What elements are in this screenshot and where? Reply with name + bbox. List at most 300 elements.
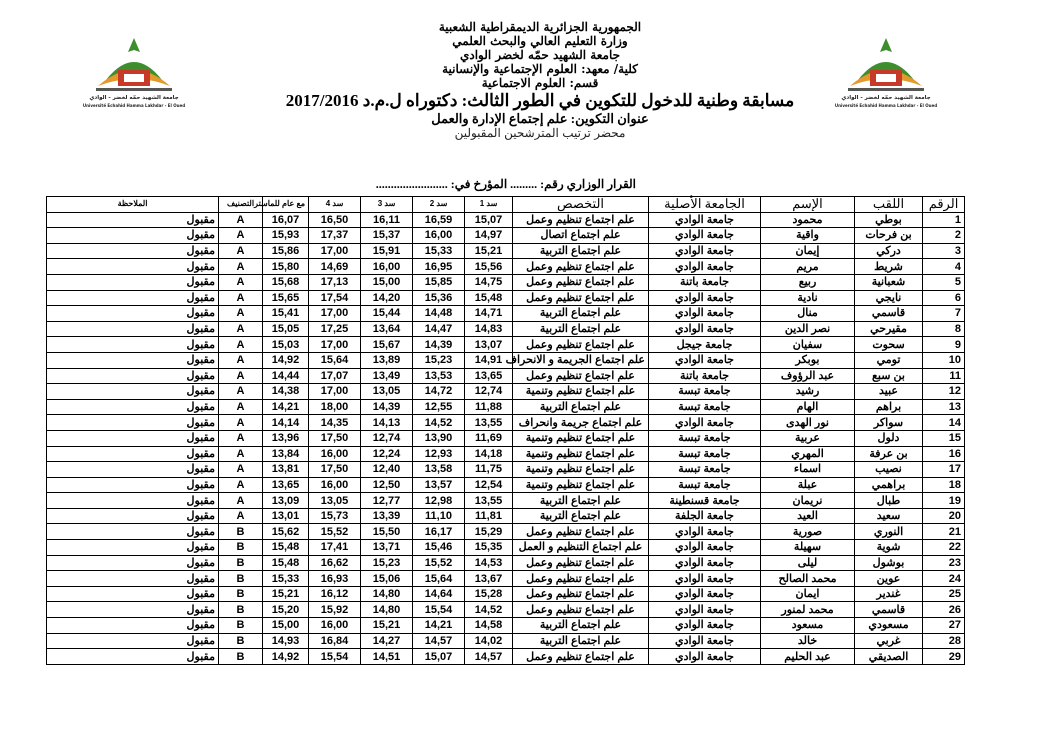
cell-master-average: 13,84 [263,446,309,462]
cell-surname: نصيب [855,462,923,478]
cell-master-average: 15,48 [263,540,309,556]
cell-specialty: علم اجتماع تنظيم وعمل [513,555,649,571]
cell-s3: 12,77 [361,493,413,509]
cell-classification: B [219,602,263,618]
cell-surname: بن عرفة [855,446,923,462]
col-header-first-name: الإسم [761,197,855,213]
cell-s1: 12,54 [465,477,513,493]
table-row [47,430,965,446]
cell-s4: 16,50 [309,212,361,228]
cell-s4: 16,62 [309,555,361,571]
cell-classification: A [219,399,263,415]
cell-first-name: عربية [761,430,855,446]
table-row [47,586,965,602]
cell-note: مقبول [47,306,219,322]
cell-first-name: العيد [761,508,855,524]
cell-surname: قاسمي [855,306,923,322]
cell-s3: 14,27 [361,633,413,649]
cell-s3: 13,89 [361,352,413,368]
cell-s1: 14,02 [465,633,513,649]
cell-number: 3 [923,243,965,259]
cell-university: جامعة تبسة [649,477,761,493]
cell-s3: 12,24 [361,446,413,462]
cell-university: جامعة الوادي [649,352,761,368]
table-row [47,290,965,306]
cell-s1: 11,75 [465,462,513,478]
contest-title: مسابقة وطنية للدخول للتكوين في الطور الثالث: دكتوراه ل.م.د 2017/2016 [285,91,795,110]
col-header-s1: سد 1 [465,197,513,213]
cell-note: مقبول [47,602,219,618]
cell-specialty: علم اجتماع تنظيم وعمل [513,602,649,618]
cell-s4: 17,50 [309,430,361,446]
cell-number: 22 [923,540,965,556]
cell-number: 7 [923,306,965,322]
cell-university: جامعة تبسة [649,399,761,415]
cell-s2: 12,98 [413,493,465,509]
cell-specialty: علم اجتماع التربية [513,321,649,337]
cell-surname: عبيد [855,384,923,400]
cell-university: جامعة الوادي [649,633,761,649]
cell-s2: 12,93 [413,446,465,462]
cell-first-name: عبد الحليم [761,649,855,665]
cell-number: 16 [923,446,965,462]
cell-university: جامعة الوادي [649,212,761,228]
table-row [47,602,965,618]
cell-s4: 17,00 [309,384,361,400]
cell-specialty: علم اجتماع تنظيم وتنمية [513,430,649,446]
cell-s3: 13,39 [361,508,413,524]
cell-s3: 13,49 [361,368,413,384]
table-row [47,446,965,462]
table-row [47,493,965,509]
cell-note: مقبول [47,462,219,478]
cell-number: 4 [923,259,965,275]
cell-s2: 13,90 [413,430,465,446]
cell-number: 29 [923,649,965,665]
cell-s2: 14,47 [413,321,465,337]
cell-surname: غندير [855,586,923,602]
table-header-row [47,197,965,213]
table-row [47,571,965,587]
cell-master-average: 13,65 [263,477,309,493]
cell-s1: 14,97 [465,228,513,244]
cell-master-average: 15,41 [263,306,309,322]
cell-surname: دركي [855,243,923,259]
cell-s2: 15,85 [413,274,465,290]
cell-surname: غربي [855,633,923,649]
cell-s1: 13,67 [465,571,513,587]
cell-s1: 15,56 [465,259,513,275]
cell-s4: 16,84 [309,633,361,649]
cell-surname: براهمي [855,477,923,493]
cell-note: مقبول [47,352,219,368]
cell-surname: دلول [855,430,923,446]
cell-s4: 17,00 [309,243,361,259]
cell-s3: 15,00 [361,274,413,290]
cell-number: 15 [923,430,965,446]
university-logo-left [82,30,186,110]
cell-number: 19 [923,493,965,509]
cell-note: مقبول [47,228,219,244]
cell-surname: سحوت [855,337,923,353]
cell-specialty: علم اجتماع تنظيم وعمل [513,337,649,353]
cell-university: جامعة الوادي [649,586,761,602]
ministry-line: وزارة التعليم العالي والبحث العلمي [452,34,628,48]
cell-note: مقبول [47,446,219,462]
cell-university: جامعة الوادي [649,228,761,244]
table-row [47,306,965,322]
cell-note: مقبول [47,415,219,431]
cell-first-name: اسماء [761,462,855,478]
cell-first-name: نور الهدى [761,415,855,431]
cell-s3: 12,50 [361,477,413,493]
cell-s2: 14,48 [413,306,465,322]
cell-classification: A [219,243,263,259]
cell-university: جامعة الوادي [649,290,761,306]
cell-first-name: المهري [761,446,855,462]
cell-note: مقبول [47,571,219,587]
cell-note: مقبول [47,212,219,228]
cell-s1: 13,65 [465,368,513,384]
cell-master-average: 15,00 [263,618,309,634]
cell-surname: سعيد [855,508,923,524]
cell-master-average: 15,03 [263,337,309,353]
cell-master-average: 15,68 [263,274,309,290]
cell-classification: A [219,228,263,244]
training-title: عنوان التكوين: علم إجتماع الإدارة والعمل [431,111,649,126]
cell-s3: 14,39 [361,399,413,415]
cell-classification: A [219,462,263,478]
minutes-caption: محضر ترتيب المترشحين المقبولين [454,126,626,140]
cell-master-average: 15,86 [263,243,309,259]
table-row [47,649,965,665]
logo-text-fr: Université Echahid Hamma Lakhdar - El Oued [834,103,938,108]
cell-specialty: علم اجتماع تنظيم وتنمية [513,446,649,462]
cell-master-average: 14,44 [263,368,309,384]
cell-number: 10 [923,352,965,368]
cell-s1: 14,83 [465,321,513,337]
cell-s2: 15,36 [413,290,465,306]
cell-university: جامعة الوادي [649,321,761,337]
cell-first-name: سهيلة [761,540,855,556]
cell-s1: 14,91 [465,352,513,368]
cell-first-name: منال [761,306,855,322]
cell-s4: 16,00 [309,618,361,634]
col-header-surname: اللقب [855,197,923,213]
cell-specialty: علم اجتماع التربية [513,399,649,415]
col-header-s3: سد 3 [361,197,413,213]
cell-number: 13 [923,399,965,415]
cell-specialty: علم اجتماع تنظيم وعمل [513,649,649,665]
cell-surname: تومي [855,352,923,368]
cell-master-average: 15,05 [263,321,309,337]
university-line: جامعة الشهيد حمّه لخضر الوادي [459,48,621,62]
cell-surname: النوري [855,524,923,540]
cell-s3: 13,71 [361,540,413,556]
cell-master-average: 13,96 [263,430,309,446]
cell-classification: A [219,446,263,462]
cell-s4: 17,50 [309,462,361,478]
cell-master-average: 15,48 [263,555,309,571]
cell-university: جامعة الوادي [649,555,761,571]
cell-classification: A [219,212,263,228]
cell-specialty: علم اجتماع جريمة وانحراف [513,415,649,431]
cell-note: مقبول [47,493,219,509]
cell-note: مقبول [47,368,219,384]
cell-s2: 15,46 [413,540,465,556]
cell-s4: 18,00 [309,399,361,415]
cell-s2: 12,55 [413,399,465,415]
table-row [47,477,965,493]
cell-s3: 15,67 [361,337,413,353]
cell-university: جامعة الوادي [649,524,761,540]
cell-classification: A [219,368,263,384]
cell-s4: 14,35 [309,415,361,431]
cell-number: 17 [923,462,965,478]
cell-number: 14 [923,415,965,431]
cell-specialty: علم اجتماع الجريمة و الانحراف [513,352,649,368]
cell-note: مقبول [47,290,219,306]
cell-surname: سواكر [855,415,923,431]
cell-surname: عوين [855,571,923,587]
cell-s1: 14,75 [465,274,513,290]
cell-s2: 14,39 [413,337,465,353]
cell-s4: 17,25 [309,321,361,337]
cell-specialty: علم اجتماع تنظيم وعمل [513,212,649,228]
cell-first-name: سفيان [761,337,855,353]
table-row [47,259,965,275]
cell-classification: A [219,290,263,306]
cell-university: جامعة تبسة [649,430,761,446]
cell-first-name: مريم [761,259,855,275]
cell-surname: قاسمي [855,602,923,618]
cell-university: جامعة الوادي [649,649,761,665]
cell-s4: 15,64 [309,352,361,368]
cell-note: مقبول [47,477,219,493]
cell-specialty: علم اجتماع تنظيم وعمل [513,524,649,540]
cell-note: مقبول [47,540,219,556]
cell-first-name: ربيع [761,274,855,290]
cell-number: 24 [923,571,965,587]
cell-master-average: 15,80 [263,259,309,275]
cell-s4: 15,73 [309,508,361,524]
cell-s1: 11,69 [465,430,513,446]
cell-university: جامعة قسنطينة [649,493,761,509]
cell-s2: 14,21 [413,618,465,634]
cell-classification: B [219,524,263,540]
cell-specialty: علم اجتماع تنظيم وتنمية [513,462,649,478]
logo-text-fr: Université Echahid Hamma Lakhdar - El Oued [82,103,186,108]
cell-classification: A [219,274,263,290]
cell-first-name: ليلى [761,555,855,571]
cell-specialty: علم اجتماع تنظيم وتنمية [513,384,649,400]
table-row [47,321,965,337]
cell-first-name: نادية [761,290,855,306]
cell-number: 5 [923,274,965,290]
cell-s3: 15,23 [361,555,413,571]
cell-university: جامعة باتنة [649,274,761,290]
cell-s3: 14,80 [361,602,413,618]
table-row [47,384,965,400]
cell-university: جامعة جيجل [649,337,761,353]
cell-surname: الصديقي [855,649,923,665]
cell-specialty: علم اجتماع تنظيم وعمل [513,571,649,587]
cell-surname: بوطي [855,212,923,228]
cell-first-name: نريمان [761,493,855,509]
cell-s2: 14,72 [413,384,465,400]
cell-number: 27 [923,618,965,634]
cell-master-average: 14,38 [263,384,309,400]
cell-s1: 14,58 [465,618,513,634]
cell-s2: 14,57 [413,633,465,649]
cell-university: جامعة الجلفة [649,508,761,524]
col-header-number: الرقم [923,197,965,213]
cell-s1: 14,52 [465,602,513,618]
cell-university: جامعة تبسة [649,462,761,478]
cell-university: جامعة تبسة [649,384,761,400]
cell-number: 18 [923,477,965,493]
cell-specialty: علم اجتماع تنظيم وعمل [513,274,649,290]
cell-note: مقبول [47,243,219,259]
table-row [47,555,965,571]
cell-s3: 15,44 [361,306,413,322]
cell-master-average: 14,92 [263,649,309,665]
col-header-classification: التصنيف [219,197,263,213]
cell-s2: 14,52 [413,415,465,431]
cell-specialty: علم اجتماع التنظيم و العمل [513,540,649,556]
cell-number: 11 [923,368,965,384]
cell-master-average: 15,21 [263,586,309,602]
cell-surname: شوية [855,540,923,556]
document-header [260,20,820,141]
cell-surname: بوشول [855,555,923,571]
cell-first-name: محمد لمنور [761,602,855,618]
table-row [47,368,965,384]
cell-master-average: 15,93 [263,228,309,244]
cell-specialty: علم اجتماع تنظيم وعمل [513,259,649,275]
table-row [47,243,965,259]
table-row [47,462,965,478]
table-row [47,352,965,368]
table-row [47,274,965,290]
cell-s2: 11,10 [413,508,465,524]
cell-s4: 17,41 [309,540,361,556]
cell-s1: 15,29 [465,524,513,540]
table-row [47,618,965,634]
col-header-specialty: التخصص [513,197,649,213]
col-header-s2: سد 2 [413,197,465,213]
table-row [47,399,965,415]
logo-text-ar: جامعة الشهيد حمّه لخضر - الوادي [841,95,931,101]
cell-classification: A [219,384,263,400]
cell-specialty: علم اجتماع التربية [513,306,649,322]
cell-note: مقبول [47,321,219,337]
cell-s1: 14,57 [465,649,513,665]
cell-note: مقبول [47,633,219,649]
cell-s1: 13,55 [465,493,513,509]
cell-number: 2 [923,228,965,244]
decree-line: القرار الوزاري رقم: ......... المؤرخ في: ........................ [375,177,636,191]
republic-line: الجمهورية الجزائرية الديمقراطية الشعبية [438,20,642,34]
cell-master-average: 13,81 [263,462,309,478]
table-row [47,524,965,540]
cell-classification: A [219,477,263,493]
cell-note: مقبول [47,618,219,634]
table-row [47,633,965,649]
results-table [46,196,965,665]
cell-s1: 15,07 [465,212,513,228]
cell-classification: A [219,415,263,431]
cell-s3: 13,64 [361,321,413,337]
cell-specialty: علم اجتماع التربية [513,243,649,259]
cell-s3: 14,13 [361,415,413,431]
cell-s1: 15,48 [465,290,513,306]
cell-first-name: رشيد [761,384,855,400]
cell-s4: 15,92 [309,602,361,618]
cell-surname: نايجي [855,290,923,306]
cell-s3: 12,74 [361,430,413,446]
table-row [47,508,965,524]
cell-classification: A [219,337,263,353]
cell-university: جامعة الوادي [649,306,761,322]
cell-first-name: ايمان [761,586,855,602]
cell-number: 6 [923,290,965,306]
cell-s3: 15,50 [361,524,413,540]
cell-classification: A [219,493,263,509]
cell-master-average: 15,20 [263,602,309,618]
col-header-s4: سد 4 [309,197,361,213]
cell-s4: 16,12 [309,586,361,602]
cell-s4: 16,00 [309,477,361,493]
cell-first-name: محمود [761,212,855,228]
cell-s2: 16,95 [413,259,465,275]
cell-number: 25 [923,586,965,602]
cell-specialty: علم اجتماع التربية [513,618,649,634]
cell-s4: 14,69 [309,259,361,275]
cell-s1: 15,28 [465,586,513,602]
cell-s1: 14,71 [465,306,513,322]
cell-classification: A [219,306,263,322]
cell-s2: 15,23 [413,352,465,368]
cell-s2: 14,64 [413,586,465,602]
cell-university: جامعة الوادي [649,571,761,587]
cell-s4: 17,00 [309,306,361,322]
cell-s1: 11,88 [465,399,513,415]
cell-number: 12 [923,384,965,400]
cell-s1: 15,35 [465,540,513,556]
cell-first-name: نصر الدين [761,321,855,337]
cell-master-average: 14,93 [263,633,309,649]
cell-classification: B [219,540,263,556]
cell-surname: بن سبع [855,368,923,384]
cell-master-average: 13,01 [263,508,309,524]
cell-note: مقبول [47,586,219,602]
cell-s4: 17,37 [309,228,361,244]
cell-s1: 12,74 [465,384,513,400]
cell-s4: 17,54 [309,290,361,306]
cell-s3: 13,05 [361,384,413,400]
cell-s1: 13,07 [465,337,513,353]
cell-note: مقبول [47,524,219,540]
cell-classification: A [219,321,263,337]
department-line: قسم: العلوم الاجتماعية [481,76,599,90]
cell-s4: 16,93 [309,571,361,587]
cell-s1: 11,81 [465,508,513,524]
cell-s3: 14,80 [361,586,413,602]
table-row [47,540,965,556]
cell-classification: B [219,649,263,665]
cell-note: مقبول [47,508,219,524]
